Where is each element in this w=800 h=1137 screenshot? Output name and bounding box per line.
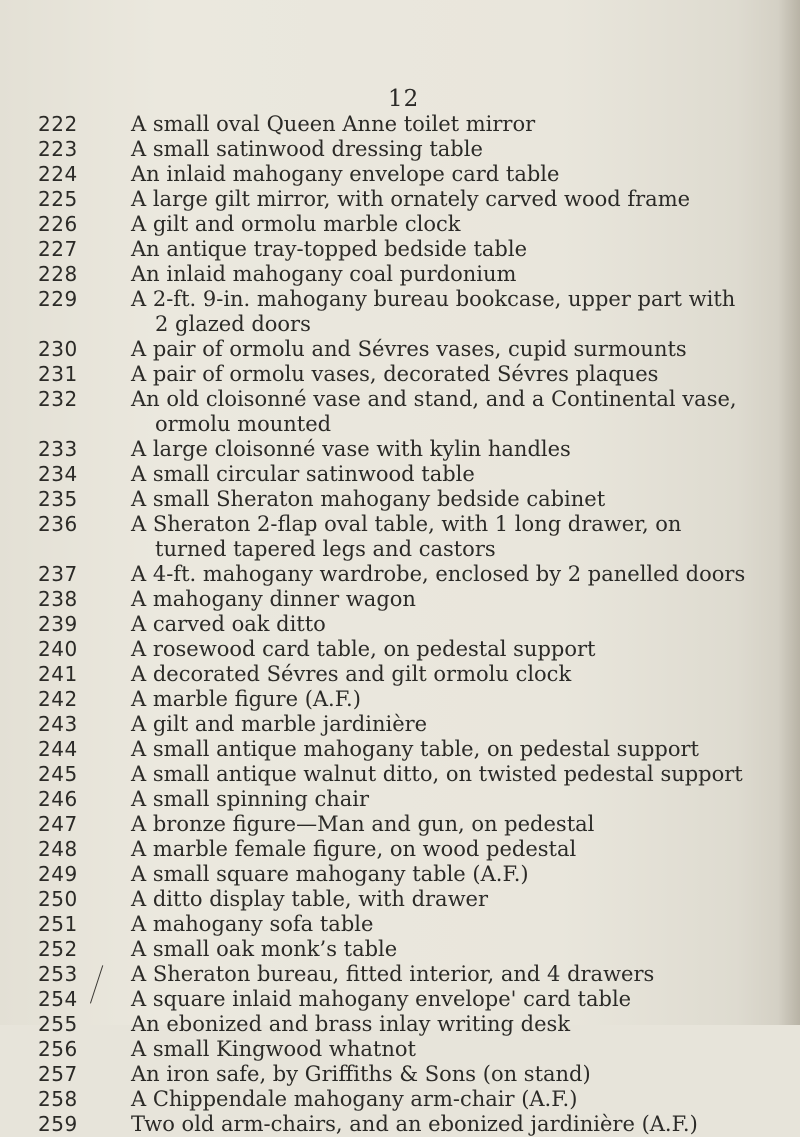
lot-description bbox=[131, 787, 794, 812]
lot-row bbox=[38, 1087, 794, 1112]
lot-number: 228 bbox=[38, 262, 78, 286]
lot-row bbox=[38, 812, 794, 837]
lot-description bbox=[131, 112, 794, 137]
lot-description bbox=[131, 1087, 794, 1112]
lot-number: 232 bbox=[38, 387, 78, 411]
lot-number: 237 bbox=[38, 562, 78, 586]
lot-description bbox=[131, 912, 794, 937]
lot-description-text: A Chippendale mahogany arm-chair (A.F.) bbox=[131, 1087, 578, 1111]
lot-number: 243 bbox=[38, 712, 78, 736]
lot-number: 236 bbox=[38, 512, 78, 536]
lot-number: 226 bbox=[38, 212, 78, 236]
lot-number: 239 bbox=[38, 612, 78, 636]
lot-row bbox=[38, 687, 794, 712]
lot-description-text: A gilt and ormolu marble clock bbox=[131, 212, 461, 236]
lot-description bbox=[131, 212, 794, 237]
lot-description bbox=[131, 187, 794, 212]
lot-row bbox=[38, 287, 794, 337]
lot-row bbox=[38, 737, 794, 762]
lot-description-text: A 2-ft. 9-in. mahogany bureau bookcase, upper part with bbox=[131, 287, 736, 311]
lot-description-text: A small satinwood dressing table bbox=[131, 137, 483, 161]
lot-number: 238 bbox=[38, 587, 78, 611]
lot-description bbox=[131, 162, 794, 187]
lot-number: 249 bbox=[38, 862, 78, 886]
lot-description-text: A small antique walnut ditto, on twisted pedestal support bbox=[131, 762, 743, 786]
lot-description-text: A pair of ormolu vases, decorated Sévres plaques bbox=[131, 362, 659, 386]
lot-description bbox=[131, 812, 794, 837]
lot-description bbox=[131, 462, 794, 487]
lot-description bbox=[131, 712, 794, 737]
lot-number: 234 bbox=[38, 462, 78, 486]
lot-description-text: Two old arm-chairs, and an ebonized jardinière (A.F.) bbox=[131, 1112, 698, 1136]
lot-description-text: A small oak monk’s table bbox=[131, 937, 398, 961]
lot-description bbox=[131, 137, 794, 162]
lot-row bbox=[38, 887, 794, 912]
lot-description-text: A gilt and marble jardinière bbox=[131, 712, 428, 736]
lot-description-text: A marble figure (A.F.) bbox=[131, 687, 361, 711]
lot-list bbox=[38, 112, 794, 1137]
lot-description bbox=[131, 587, 794, 612]
lot-description-text: A mahogany dinner wagon bbox=[131, 587, 416, 611]
lot-description bbox=[131, 837, 794, 862]
lot-number: 253 bbox=[38, 962, 78, 986]
lot-number: 224 bbox=[38, 162, 78, 186]
lot-number: 257 bbox=[38, 1062, 78, 1086]
lot-description bbox=[131, 737, 794, 762]
lot-description-text: A small circular satinwood table bbox=[131, 462, 475, 486]
lot-description-text: An inlaid mahogany coal purdonium bbox=[131, 262, 517, 286]
lot-row bbox=[38, 262, 794, 287]
lot-description-continuation: turned tapered legs and castors bbox=[155, 537, 496, 561]
lot-description bbox=[131, 762, 794, 787]
lot-number: 248 bbox=[38, 837, 78, 861]
lot-description-text: An ebonized and brass inlay writing desk bbox=[131, 1012, 571, 1036]
lot-row bbox=[38, 912, 794, 937]
lot-row bbox=[38, 487, 794, 512]
lot-description bbox=[131, 1037, 794, 1062]
lot-description bbox=[131, 887, 794, 912]
lot-description-text: An iron safe, by Griffiths & Sons (on stand) bbox=[131, 1062, 591, 1086]
lot-row bbox=[38, 512, 794, 562]
lot-description-text: A ditto display table, with drawer bbox=[131, 887, 489, 911]
lot-row bbox=[38, 1062, 794, 1087]
lot-row bbox=[38, 187, 794, 212]
lot-description-text: A Sheraton 2-flap oval table, with 1 long drawer, on bbox=[131, 512, 682, 536]
lot-description bbox=[131, 287, 794, 337]
lot-row bbox=[38, 162, 794, 187]
lot-row bbox=[38, 712, 794, 737]
lot-number: 230 bbox=[38, 337, 78, 361]
lot-number: 256 bbox=[38, 1037, 78, 1061]
lot-row bbox=[38, 1037, 794, 1062]
lot-row bbox=[38, 587, 794, 612]
lot-number: 231 bbox=[38, 362, 78, 386]
lot-description-text: A pair of ormolu and Sévres vases, cupid surmounts bbox=[131, 337, 687, 361]
lot-row bbox=[38, 112, 794, 137]
lot-number: 223 bbox=[38, 137, 78, 161]
lot-description-text: A square inlaid mahogany envelope' card table bbox=[131, 987, 632, 1011]
lot-row bbox=[38, 837, 794, 862]
lot-description-text: A small oval Queen Anne toilet mirror bbox=[131, 112, 536, 136]
lot-description-text: A bronze figure—Man and gun, on pedestal bbox=[131, 812, 595, 836]
lot-description bbox=[131, 662, 794, 687]
lot-number: 227 bbox=[38, 237, 78, 261]
lot-number: 244 bbox=[38, 737, 78, 761]
lot-row bbox=[38, 237, 794, 262]
lot-description bbox=[131, 512, 794, 562]
lot-number: 233 bbox=[38, 437, 78, 461]
lot-number: 254 bbox=[38, 987, 78, 1011]
lot-description bbox=[131, 862, 794, 887]
lot-number: 241 bbox=[38, 662, 78, 686]
lot-number: 245 bbox=[38, 762, 78, 786]
lot-row bbox=[38, 437, 794, 462]
lot-row bbox=[38, 762, 794, 787]
lot-description bbox=[131, 1112, 794, 1137]
lot-description-text: A marble female figure, on wood pedestal bbox=[131, 837, 577, 861]
lot-description-text: A carved oak ditto bbox=[131, 612, 326, 636]
lot-number: 222 bbox=[38, 112, 78, 136]
lot-description bbox=[131, 362, 794, 387]
lot-description-text: A small spinning chair bbox=[131, 787, 370, 811]
lot-row bbox=[38, 1112, 794, 1137]
lot-description bbox=[131, 987, 794, 1012]
lot-number: 229 bbox=[38, 287, 78, 311]
lot-number: 255 bbox=[38, 1012, 78, 1036]
lot-description bbox=[131, 637, 794, 662]
lot-row bbox=[38, 862, 794, 887]
lot-description bbox=[131, 487, 794, 512]
lot-description-text: A rosewood card table, on pedestal support bbox=[131, 637, 596, 661]
lot-description-text: A large cloisonné vase with kylin handles bbox=[131, 437, 571, 461]
lot-row bbox=[38, 337, 794, 362]
lot-row bbox=[38, 387, 794, 437]
lot-description-text: A small square mahogany table (A.F.) bbox=[131, 862, 529, 886]
lot-number: 242 bbox=[38, 687, 78, 711]
lot-number: 250 bbox=[38, 887, 78, 911]
lot-description-text: A small Kingwood whatnot bbox=[131, 1037, 416, 1061]
lot-description-text: A small antique mahogany table, on pedestal support bbox=[131, 737, 699, 761]
lot-row bbox=[38, 637, 794, 662]
lot-row bbox=[38, 462, 794, 487]
lot-description-text: An inlaid mahogany envelope card table bbox=[131, 162, 560, 186]
lot-number: 225 bbox=[38, 187, 78, 211]
lot-number: 258 bbox=[38, 1087, 78, 1111]
lot-row bbox=[38, 962, 794, 987]
lot-description bbox=[131, 237, 794, 262]
lot-description-text: An antique tray-topped bedside table bbox=[131, 237, 528, 261]
lot-description-text: An old cloisonné vase and stand, and a Continental vase, bbox=[131, 387, 737, 411]
lot-number: 240 bbox=[38, 637, 78, 661]
lot-number: 251 bbox=[38, 912, 78, 936]
lot-description-text: A 4-ft. mahogany wardrobe, enclosed by 2 panelled doors bbox=[131, 562, 746, 586]
lot-description bbox=[131, 262, 794, 287]
lot-description bbox=[131, 337, 794, 362]
lot-description-text: A Sheraton bureau, fitted interior, and 4 drawers bbox=[131, 962, 655, 986]
lot-description bbox=[131, 937, 794, 962]
lot-description bbox=[131, 437, 794, 462]
lot-description bbox=[131, 387, 794, 437]
lot-row bbox=[38, 212, 794, 237]
page-number: 12 bbox=[388, 86, 420, 112]
lot-description-continuation: 2 glazed doors bbox=[155, 312, 311, 336]
lot-description bbox=[131, 687, 794, 712]
lot-description-text: A mahogany sofa table bbox=[131, 912, 374, 936]
lot-description bbox=[131, 962, 794, 987]
lot-number: 247 bbox=[38, 812, 78, 836]
lot-row bbox=[38, 662, 794, 687]
lot-description bbox=[131, 1062, 794, 1087]
lot-number: 252 bbox=[38, 937, 78, 961]
lot-row bbox=[38, 137, 794, 162]
lot-number: 235 bbox=[38, 487, 78, 511]
lot-description-text: A decorated Sévres and gilt ormolu clock bbox=[131, 662, 572, 686]
lot-row bbox=[38, 937, 794, 962]
lot-row bbox=[38, 987, 794, 1012]
lot-row bbox=[38, 787, 794, 812]
lot-description-text: A small Sheraton mahogany bedside cabinet bbox=[131, 487, 606, 511]
lot-row bbox=[38, 362, 794, 387]
lot-description-continuation: ormolu mounted bbox=[155, 412, 332, 436]
lot-description bbox=[131, 562, 794, 587]
lot-row bbox=[38, 562, 794, 587]
lot-number: 246 bbox=[38, 787, 78, 811]
lot-number: 259 bbox=[38, 1112, 78, 1136]
lot-description-text: A large gilt mirror, with ornately carved wood frame bbox=[131, 187, 691, 211]
lot-row bbox=[38, 612, 794, 637]
lot-description bbox=[131, 612, 794, 637]
